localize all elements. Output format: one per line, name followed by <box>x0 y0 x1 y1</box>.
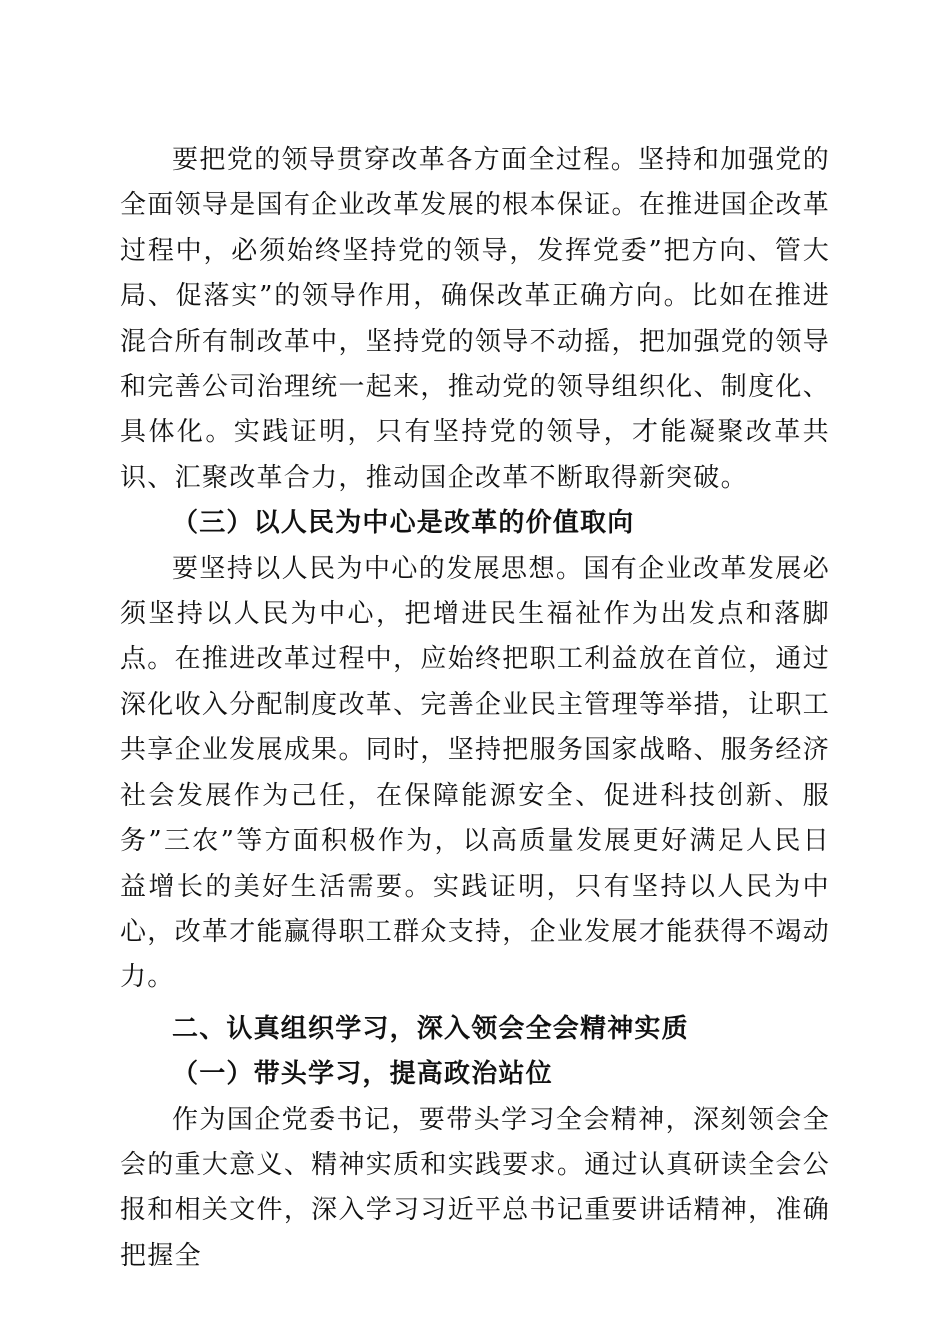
paragraph-lead-study: 作为国企党委书记，要带头学习全会精神，深刻领会全会的重大意义、精神实质和实践要求。通过认真研读全会公报和相关文件，深入学习习近平总书记重要讲话精神，准确把握全 <box>120 1104 830 1271</box>
document-body <box>120 138 830 1279</box>
heading-organize-study: 二、认真组织学习，深入领会全会精神实质 <box>172 1013 689 1044</box>
paragraph-party-leadership: 要把党的领导贯穿改革各方面全过程。坚持和加强党的全面领导是国有企业改革发展的根本保证。在推进国企改革过程中，必须始终坚持党的领导，发挥党委”把方向、管大局、促落实”的领导作用，确保改革正确方向。比如在推进混合所有制改革中，坚持党的领导不动摇，把加强党的领导和完善公司治理统一起来，推动党的领导组织化、制度化、具体化。实践证明，只有坚持党的领导，才能凝聚改革共识、汇聚改革合力，推动国企改革不断取得新突破。 <box>120 145 830 493</box>
subheading-people-centered: （三）以人民为中心是改革的价值取向 <box>172 508 635 539</box>
paragraph-people-centered: 要坚持以人民为中心的发展思想。国有企业改革发展必须坚持以人民为中心，把增进民生福祉作为出发点和落脚点。在推进改革过程中，应始终把职工利益放在首位，通过深化收入分配制度改革、完善企业民主管理等举措，让职工共享企业发展成果。同时，坚持把服务国家战略、服务经济社会发展作为己任，在保障能源安全、促进科技创新、服务”三农”等方面积极作为，以高质量发展更好满足人民日益增长的美好生活需要。实践证明，只有坚持以人民为中心，改革才能赢得职工群众支持，企业发展才能获得不竭动力。 <box>120 553 830 993</box>
subheading-lead-study: （一）带头学习，提高政治站位 <box>172 1059 553 1090</box>
